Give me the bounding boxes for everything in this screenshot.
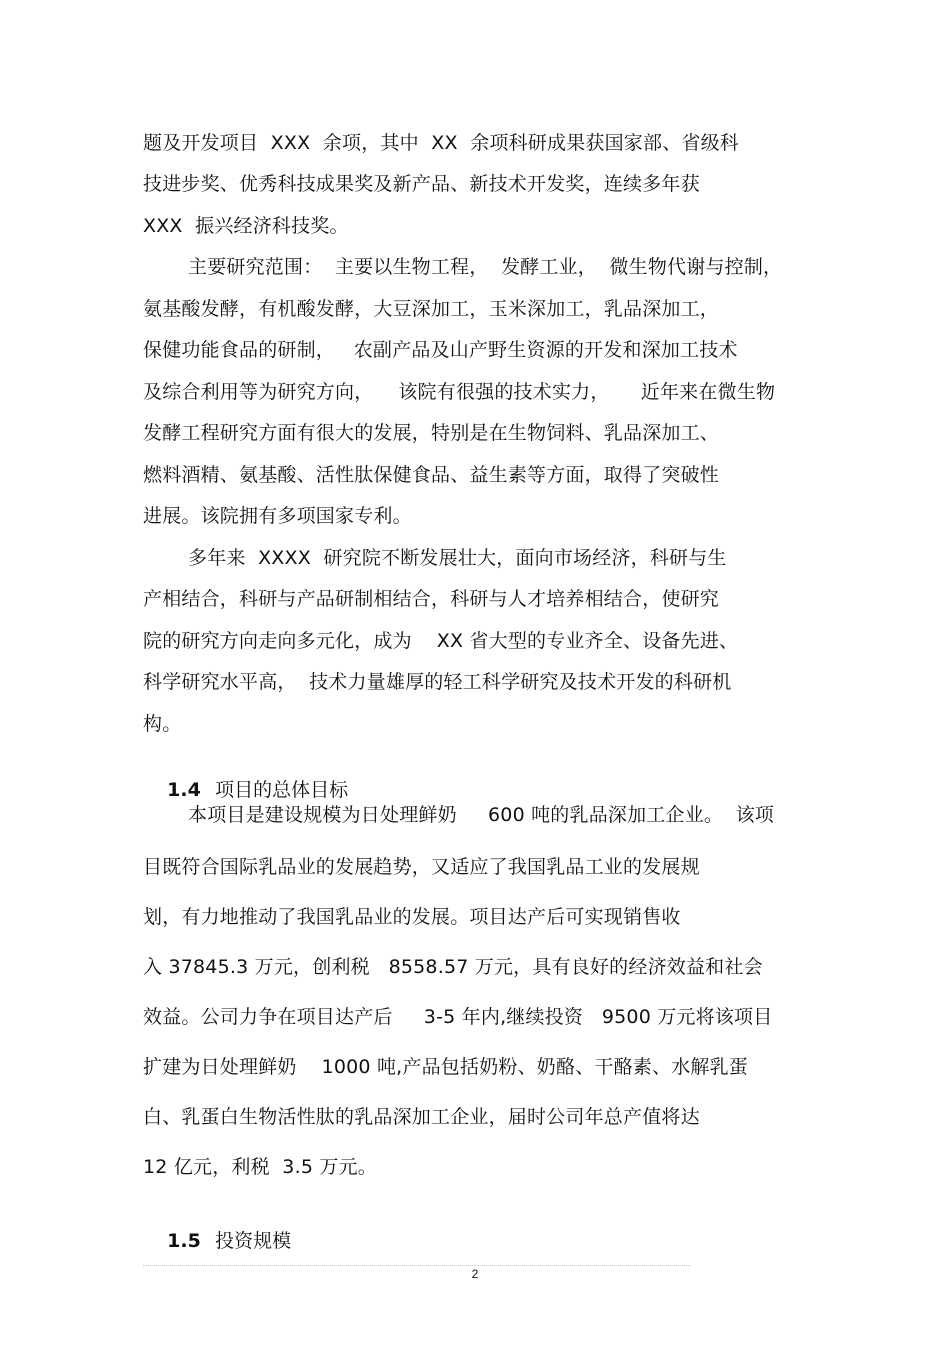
text-line: 技进步奖、优秀科技成果奖及新产品、新技术开发奖，连续多年获 <box>143 173 700 195</box>
text-line: 科学研究水平高， 技术力量雄厚的轻工科学研究及技术开发的科研机 <box>143 671 732 693</box>
text-line: 主要研究范围： 主要以生物工程， 发酵工业， 微生物代谢与控制， <box>188 256 783 278</box>
section-number: 1.5 <box>167 1230 201 1252</box>
text-line: XXX 振兴经济科技奖。 <box>143 215 349 237</box>
text-line: 本项目是建设规模为日处理鲜奶 600 吨的乳品深加工企业。 该项 <box>188 804 774 826</box>
text-line: 及综合利用等为研究方向， 该院有很强的技术实力， 近年来在微生物 <box>143 381 776 403</box>
text-line: 保健功能食品的研制， 农副产品及山产野生资源的开发和深加工技术 <box>143 339 738 361</box>
section-title: 投资规模 <box>215 1230 292 1252</box>
text-line: 产相结合，科研与产品研制相结合，科研与人才培养相结合，使研究 <box>143 588 720 610</box>
text-line: 12 亿元，利税 3.5 万元。 <box>143 1156 377 1178</box>
text-line: 进展。该院拥有多项国家专利。 <box>143 505 412 527</box>
text-line: 目既符合国际乳品业的发展趋势，又适应了我国乳品工业的发展规 <box>143 856 700 878</box>
footer-divider <box>143 1265 691 1266</box>
section-number: 1.4 <box>167 779 201 801</box>
page-number: 2 <box>471 1267 479 1281</box>
text-line: 扩建为日处理鲜奶 1000 吨,产品包括奶粉、奶酪、干酪素、水解乳蛋 <box>143 1056 748 1078</box>
text-line: 划，有力地推动了我国乳品业的发展。项目达产后可实现销售收 <box>143 906 681 928</box>
text-line: 构。 <box>143 713 182 735</box>
text-line: 燃料酒精、氨基酸、活性肽保健食品、益生素等方面，取得了突破性 <box>143 464 720 486</box>
text-line: 院的研究方向走向多元化，成为 XX 省大型的专业齐全、设备先进、 <box>143 630 739 652</box>
text-line: 白、乳蛋白生物活性肽的乳品深加工企业，届时公司年总产值将达 <box>143 1106 700 1128</box>
text-line: 发酵工程研究方面有很大的发展，特别是在生物饲料、乳品深加工、 <box>143 422 720 444</box>
text-line: 效益。公司力争在项目达产后 3-5 年内,继续投资 9500 万元将该项目 <box>143 1006 773 1028</box>
text-line: 多年来 XXXX 研究院不断发展壮大，面向市场经济，科研与生 <box>188 547 727 569</box>
text-line: 入 37845.3 万元，创利税 8558.57 万元，具有良好的经济效益和社会 <box>143 956 763 978</box>
text-line: 题及开发项目 XXX 余项，其中 XX 余项科研成果获国家部、省级科 <box>143 132 739 154</box>
text-line: 氨基酸发酵，有机酸发酵，大豆深加工，玉米深加工，乳品深加工， <box>143 298 720 320</box>
section-title: 项目的总体目标 <box>215 779 349 801</box>
